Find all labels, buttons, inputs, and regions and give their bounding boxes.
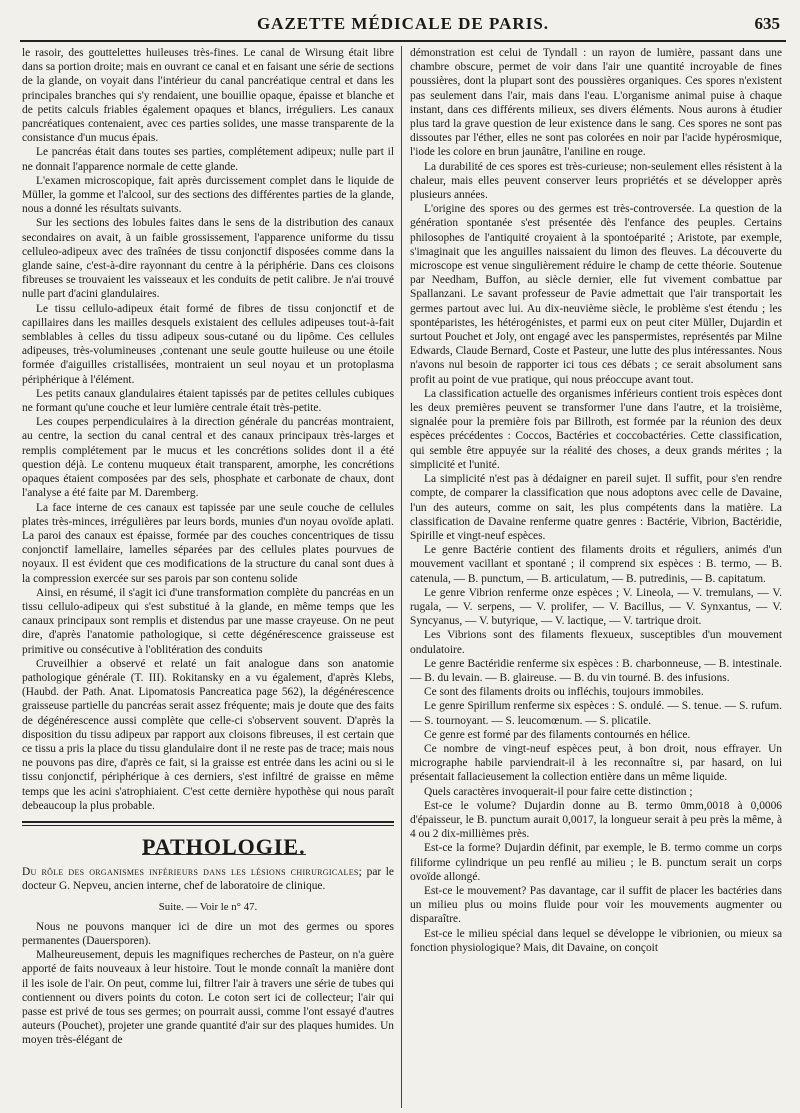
paragraph: Malheureusement, depuis les magnifiques recherches de Pasteur, on n'a guère apporté de faits nouveaux à leur histoire. Tout le monde connaît la manière dont il les isole de l'air. On peut, comme lui, filtrer l'air à travers une série de tubes qui contiennent ou divers points du coton. Le coton sert ici de collecteur; l'air qui passe est privé de tous ses germes; on pourrait aussi, comme l'ont essayé d'autres auteurs (Pouchet), projeter une grande quantité d'air sur des plaques humides. Un moyen très-élégant de xyxy=(22,949,394,1047)
paragraph: Est-ce la forme? Dujardin définit, par exemple, le B. termo comme un corps filiforme cylindrique un peu renflé au milieu ; le B. punctum serait un corps ovoïde allongé. xyxy=(410,842,782,883)
paragraph: La classification actuelle des organismes inférieurs contient trois espèces dont les deux premières peuvent se transformer l'une dans l'autre, et la troisième, signalée pour la première fois par Billroth, est formée par la réunion des deux espèces précédentes : Coccos, Bactéries et coccobactéries. Cette classification, qui semble être appuyée sur la réalité des choses, a deux grands mérites ; la simplicité et l'unité. xyxy=(410,387,782,471)
paragraph: Le genre Vibrion renferme onze espèces ; V. Lineola, — V. tremulans, — V. rugala, — V. serpens, — V. prolifer, — V. Bacillus, — V. Synxantus, — V. Syncyanus, — V. butyrique, — V. lactique, — V. tartrique droit. xyxy=(410,586,782,628)
paragraph: Le genre Bactérie contient des filaments droits et réguliers, animés d'un mouvement vacillant et spontané ; il comprend six espèces : B. termo, — B. catenula, — B. punctum, — B. articulatum, — B. putredinis, — B. capitatum. xyxy=(410,544,782,585)
journal-title: GAZETTE MÉDICALE DE PARIS. xyxy=(256,14,550,33)
paragraph: Le genre Spirillum renferme six espèces : S. ondulé. — S. tenue. — S. rufum. — S. tournoyant. — S. leucomœnum. — S. plicatile. xyxy=(410,700,782,727)
paragraph: Les petits canaux glandulaires étaient tapissés par de petites cellules cubiques ne formant qu'une couche et leur lumière centrale était très-petite. xyxy=(22,387,394,415)
paragraph: Ce genre est formé par des filaments contournés en hélice. xyxy=(424,728,691,741)
page-number: 635 xyxy=(754,14,780,33)
paragraph: Ce sont des filaments droits ou infléchis, toujours immobiles. xyxy=(424,686,704,699)
paragraph: Le tissu cellulo-adipeux était formé de fibres de tissu conjonctif et de capillaires dans les mailles desquels existaient des cellules adipeuses tout-à-fait semblables à celles du tissu adipeux sous-cutané ou du lipôme. Ces cellules adipeuses, très-volumineuses ,contenant une seule goutte huileuse ou une étoile formée d'aiguilles cristallisées, montraient un seul noyau et un protoplasma périphérique à l'élément. xyxy=(22,302,394,386)
paragraph: Est-ce le milieu spécial dans lequel se développe le vibrionien, ou mieux sa fonction physiologique? Mais, dit Davaine, on conçoit xyxy=(410,927,782,954)
paragraph: Est-ce le mouvement? Pas davantage, car il suffit de placer les bactéries dans un milieu plus ou moins fluide pour voir les mouvements augmenter ou disparaître. xyxy=(410,884,782,926)
column-divider xyxy=(401,46,402,1108)
article-title-author: par le docteur G. Nepveu, ancien interne, chef de laboratoire de clinique. xyxy=(22,866,394,893)
paragraph: Les Vibrions sont des filaments flexueux, susceptibles d'un mouvement ondulatoire. xyxy=(410,629,782,656)
article-title xyxy=(22,865,394,893)
paragraph: le rasoir, des gouttelettes huileuses très-fines. Le canal de Wirsung était libre dans sa portion droite; mais en ouvrant ce canal et en faisant une série de sections de la glande, on voyait dans l'intérieur du canal pancréatique central et dans les principales branches qui s'y rendaient, une bouillie opaque, épaisse et blanche et de petits calculs friables également opaques et blancs, irréguliers. Les canaux pancréatiques contenaient, avec ces parties solides, une masse transparente de la consistance d'un mucus épais. xyxy=(22,47,394,145)
section-rule xyxy=(22,821,394,826)
paragraph: La face interne de ces canaux est tapissée par une seule couche de cellules plates très-minces, irrégulières par leurs bords, munies d'un noyau ovoïde aplati. La paroi des canaux est épaisse, formée par des couches concentriques de tissu conjonctif lamellaire, lamelles séparées par des cellules plates pourvues de noyaux. Il est évident que ces modifications de la structure du canal sont dues à la compression exercée sur ses parois par son contenu solide xyxy=(22,501,394,585)
right-column xyxy=(410,46,782,1108)
continuation-note: Suite. — Voir le n° 47. xyxy=(158,900,258,913)
paragraph: Est-ce le volume? Dujardin donne au B. termo 0mm,0018 à 0,0006 d'épaisseur, le B. punctum aurait 0,0017, la longueur serait à peu près la même, à 4 ou 2 dix-millièmes près. xyxy=(410,799,782,841)
paragraph: Le genre Bactéridie renferme six espèces : B. charbonneuse, — B. intestinale. — B. du levain. — B. glaireuse. — B. du vin tourné. B. des infusions. xyxy=(410,657,782,684)
paragraph: L'examen microscopique, fait après durcissement complet dans le liquide de Müller, la gomme et l'alcool, sur des sections des différentes parties de la glande, nous a donné les résultats suivants. xyxy=(22,174,394,216)
paragraph: Le pancréas était dans toutes ses parties, complétement adipeux; nulle part il ne donnait l'apparence normale de cette glande. xyxy=(22,146,394,173)
article-title-caps: Du rôle des organismes inférieurs dans les lésions chirurgicales; xyxy=(22,866,363,879)
section-heading: PATHOLOGIE. xyxy=(142,833,306,859)
paragraph: Ainsi, en résumé, il s'agit ici d'une transformation complète du pancréas en un tissu cellulo-adipeux qui s'est substitué à la glande, en même temps que les canaux principaux sont remplis et distendus par une masse crayeuse. On ne peut dire, d'après l'anatomie pathologique, si cette dégénérescence graisseuse est primitive ou consécutive à l'oblitération des conduits xyxy=(22,586,394,656)
paragraph: Sur les sections des lobules faites dans le sens de la distribution des canaux secondaires on avait, à un faible grossissement, l'apparence uniforme du tissu celluleo-adipeux avec des traînées de tissu conjonctif disposées comme dans la glande saine, c'est-à-dire rayonnant du centre à la périphérie. Dans ces cloisons fibreuses se trouvaient les vaisseaux et les conduits de petit calibre. Je n'ai trouvé nulle part d'acini glandulaires. xyxy=(22,217,394,301)
paragraph: La durabilité de ces spores est très-curieuse; non-seulement elles résistent à la chaleur, mais elles peuvent conserver leurs propriétés et se développer après plusieurs années. xyxy=(410,160,782,202)
paragraph: Nous ne pouvons manquer ici de dire un mot des germes ou spores permanentes (Dauersporen). xyxy=(22,920,394,947)
paragraph: Les coupes perpendiculaires à la direction générale du pancréas montraient, au centre, la section du canal central et des canaux principaux très-larges et remplis complétement par le mucus et les concrétions solides dont il a été question déjà. Le contenu muqueux était transparent, amorphe, les concrétions opaques étaient composées par des sels, phosphate et carbonate de chaux, dont l'analyse a été faite par M. Daremberg. xyxy=(22,416,394,500)
paragraph: La simplicité n'est pas à dédaigner en pareil sujet. Il suffit, pour s'en rendre compte, de comparer la classification que nous adoptons avec celle de Davaine, l'un des auteurs, comme on sait, les plus compétents dans la matière. La classification de Davaine renferme quatre genres : Bactérie, Vibrion, Bactéridie, Spirille et vingt-neuf espèces. xyxy=(410,473,782,542)
paragraph: démonstration est celui de Tyndall : un rayon de lumière, passant dans une chambre obscure, permet de voir dans l'air une quantité incroyable de fines poussières, dont la plupart sont des poussières organiques. Ces spores n'existent pas seulement dans l'air, mais dans l'eau. L'organisme animal puise à chaque instant, dans ces différents milieux, ses divers éléments. Nous aurons à étudier plus tard la grave question de leur existence dans le sang. Ces spores ne sont pas dissoutes par l'éther, elles ne sont pas colorées en noir par l'acide hypérosmique, l'iode les colore en brun jaunâtre, l'aniline en rouge. xyxy=(410,47,782,159)
page-header xyxy=(20,14,786,42)
left-column xyxy=(22,46,394,1108)
paragraph: Cruveilhier a observé et relaté un fait analogue dans son anatomie pathologique générale (T. III). Rokitansky en a vu également, d'après Klebs, (Haubd. der Path. Anat. Lipomatosis Pancreatica page 562), la dégénérescence graisseuse partielle du pancréas serait assez fréquente; mais je doute que des faits de dégénérescence aussi complète que celle-ci s'observent souvent. D'après la disposition du tissu adipeux par rapport aux cloisons fibreuses, il est certain que ce tissu a pris la place du tissu glandulaire dont il ne reste pas de trace; mais nous ne pouvons pas dire, d'après ce fait, si la graisse est entrée dans les acini ou si le tissu conjonctif, périphérique à ces derniers, s'est infiltré de graisse en même temps que les acini s'atrophiaient. C'est cette dernière hypothèse qui nous paraît debeaucoup la plus probable. xyxy=(22,657,394,812)
paragraph: Ce nombre de vingt-neuf espèces peut, à bon droit, nous effrayer. Un micrographe habile parviendrait-il à les reconnaître si, par hasard, on lui présentait fallacieusement la collection entière dans un même liquide. xyxy=(410,742,782,784)
paragraph: Quels caractères invoquerait-il pour faire cette distinction ; xyxy=(424,785,693,798)
paragraph: L'origine des spores ou des germes est très-controversée. La question de la génération spontanée s'est présentée dès l'enfance des peuples. Certains philosophes de l'antiquité croyaient à la spontoéparité ; Aristote, par exemple, s'imaginait que les anguilles naissaient du limon des fleuves. La découverte du microscope est venue singulièrement réduire le champ de cette théorie. Soutenue par Needham, Buffon, au siècle dernier, elle fut vivement combattue par Spallanzani. Le savant professeur de Pavie admettait que l'air transportait les germes partout avec lui. Au dix-neuvième siècle, le problème s'est étendu ; les spontéparistes, les hétérogénistes, et parmi eux on peut citer Müller, Dujardin et surtout Pouchet et Joly, ont engagé avec les panspermistes, représentés par Milne Edwards, Claude Bernard, Coste et Pasteur, une lutte des plus intéressantes. Nous n'avons nul besoin de rapporter ici tous ces débats ; ce serait absolument sans profit au point de vue pratique, qui nous préoccupe avant tout. xyxy=(410,203,782,386)
